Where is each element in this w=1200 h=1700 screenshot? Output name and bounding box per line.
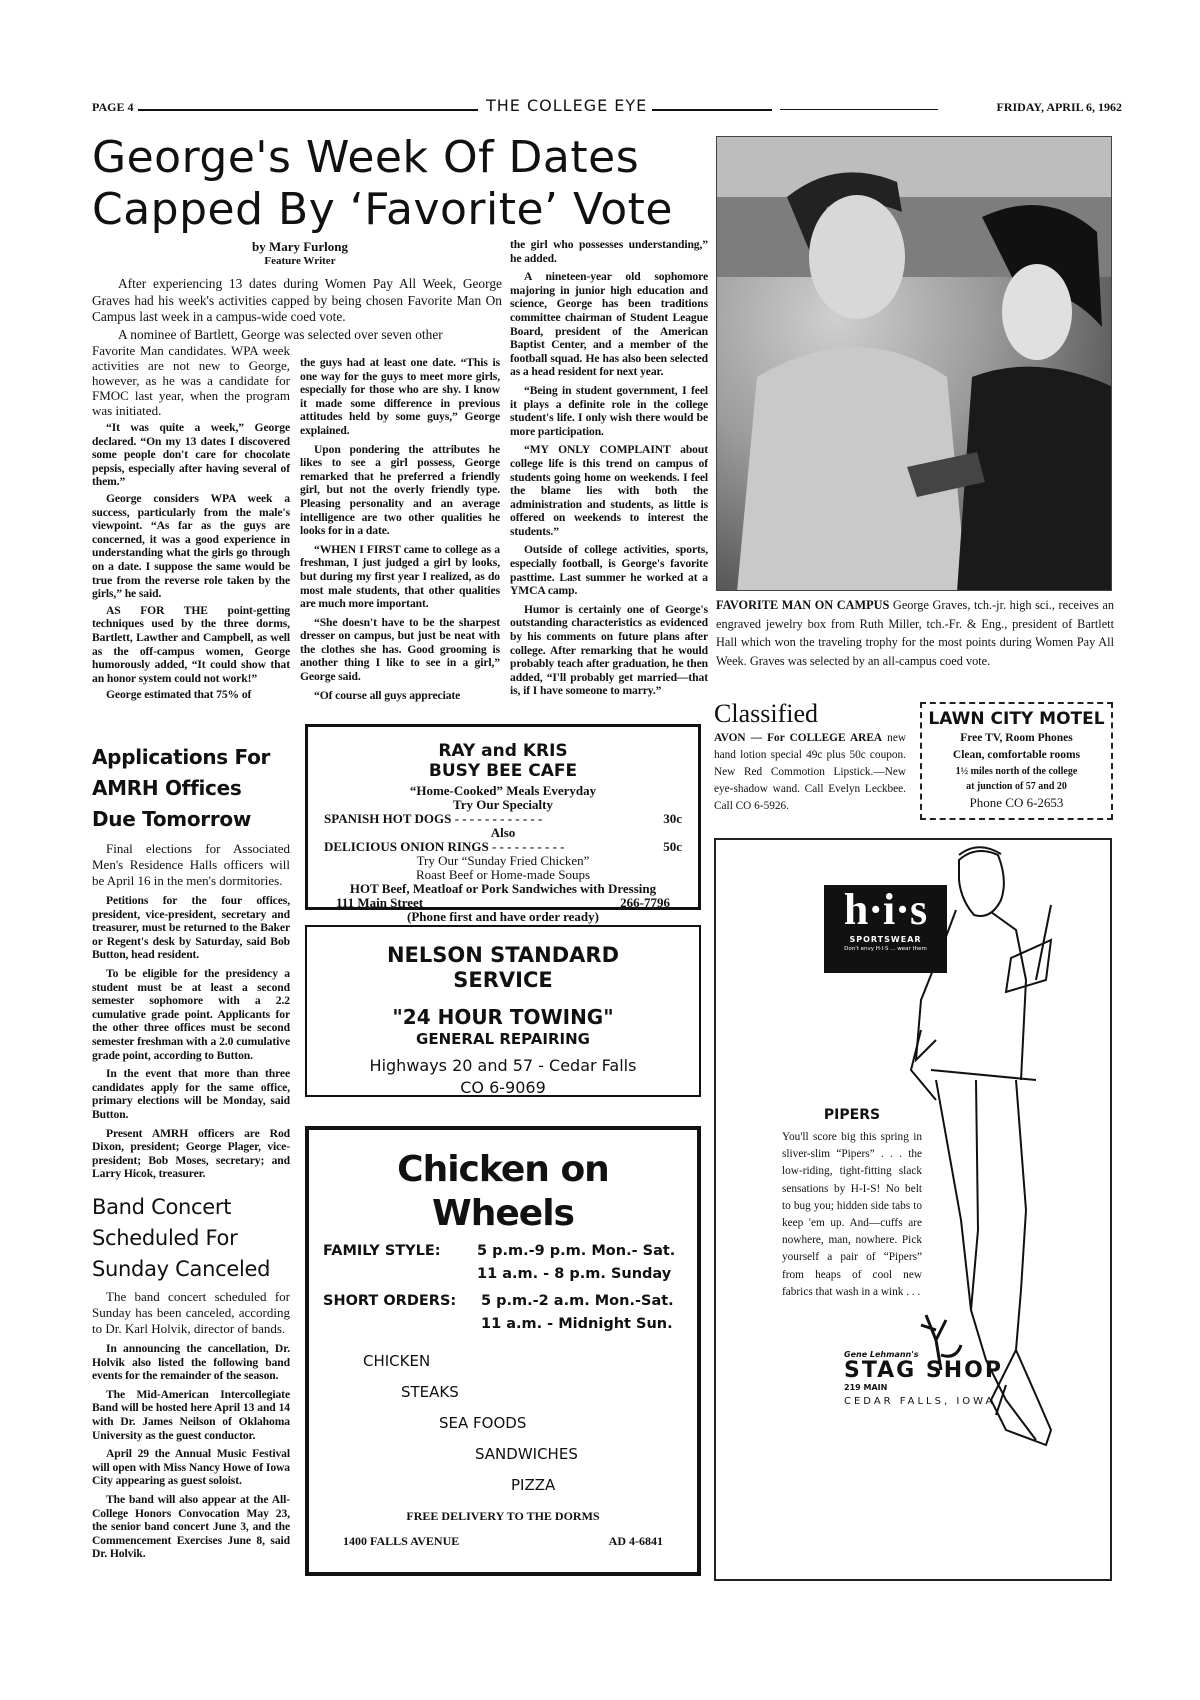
- paragraph: Favorite Man candidates. WPA week activities are not new to George, however, as he was a candidate for FMOC last year, when the program was initiated.: [92, 343, 290, 418]
- ad-line: GENERAL REPAIRING: [416, 1030, 590, 1048]
- nelson-standard-ad: [305, 925, 701, 1097]
- paragraph: The band concert scheduled for Sunday has been canceled, according to Dr. Karl Holvik, director of bands.: [92, 1289, 290, 1336]
- store-city: CEDAR FALLS, IOWA: [844, 1396, 996, 1407]
- paragraph: “She doesn't have to be the sharpest dresser on campus, but just be neat with the clothes she has. Good grooming is another thing I like to see in a girl,” George said.: [300, 615, 500, 684]
- menu-item-price: 30c: [663, 811, 682, 826]
- paragraph: the guys had at least one date. “This is one way for the guys to meet more girls, especially for those who are shy. I know it made some difference in previous attitudes held by some guys,” George explained.: [300, 356, 500, 437]
- motel-ad: [920, 702, 1113, 820]
- story-headline: Due Tomorrow: [92, 807, 252, 831]
- hours-label: FAMILY STYLE:: [323, 1243, 441, 1259]
- motel-line: Free TV, Room Phones: [960, 732, 1073, 744]
- classified-ad: [714, 730, 906, 815]
- caption-lead: FAVORITE MAN ON CAMPUS: [716, 598, 890, 612]
- ad-line: “Home-Cooked” Meals Everyday: [409, 783, 597, 798]
- menu-item: STEAKS: [401, 1383, 459, 1401]
- paragraph: Final elections for Associated Men's Residence Halls officers will be April 16 in the men's dormitories.: [92, 841, 290, 888]
- logo-tagline: Don't envy H·I·S ... wear them: [844, 946, 927, 952]
- pipers-copy: [782, 1105, 922, 1301]
- motel-line: at junction of 57 and 20: [966, 781, 1067, 792]
- menu-item: CHICKEN: [363, 1352, 431, 1370]
- paragraph: “It was quite a week,” George declared. “On my 13 dates I discovered some people don't care for chocolate pepsis, especially after having several of them.”: [92, 421, 290, 489]
- paragraph: George estimated that 75% of: [106, 688, 252, 702]
- classified-lead: AVON — For COLLEGE AREA: [714, 732, 883, 744]
- story-column-3: [510, 238, 708, 716]
- paragraph: Outside of college activities, sports, especially football, is George's favorite pasttime. Last summer he worked at a YMCA camp.: [510, 543, 708, 598]
- menu-item: [308, 812, 698, 826]
- menu-list: [323, 1346, 683, 1501]
- stag-antlers-icon: [916, 1310, 966, 1370]
- main-headline: [92, 132, 692, 236]
- paragraph: In announcing the cancellation, Dr. Holvik also listed the following band events for the remainder of the season.: [92, 1342, 290, 1383]
- newspaper-name: THE COLLEGE EYE: [486, 96, 648, 115]
- menu-item: [308, 840, 698, 854]
- ad-line: Try Our Specialty: [453, 797, 553, 812]
- his-sportswear-ad: [714, 838, 1112, 1581]
- busy-bee-cafe-ad: [305, 724, 701, 924]
- paragraph: Humor is certainly one of George's outstanding characteristics as evidenced by his comments on future plans after college. After remarking that he would probably teach after graduation, he then added, “I'll probably get married—that is, if I have someone to marry.”: [510, 602, 708, 698]
- paragraph: A nominee of Bartlett, George was selected over seven other: [118, 326, 443, 342]
- classified-text: new hand lotion special 49c plus 50c coupon. New Red Commotion Lipstick.—New eye-shadow wand. Call Evelyn Leckbee. Call CO 6-5926.: [714, 732, 906, 812]
- chicken-on-wheels-ad: [305, 1126, 701, 1576]
- ad-line: "24 HOUR TOWING": [392, 1005, 614, 1029]
- ad-address: 111 Main Street: [336, 895, 424, 910]
- paragraph: “MY ONLY COMPLAINT about college life is this trend on campus of students going home on weekends. I feel the blame lies with both the administration and students, as little is offered on weekends to interest the students.”: [510, 443, 708, 538]
- paragraph: “Being in student government, I feel it plays a definite role in the college student's life. I only wish there would be more participation.: [510, 383, 708, 438]
- paragraph: To be eligible for the presidency a student must be at least a second semester sophomore with a 2.2 cumulative grade point. Applicants for the other three offices must be second semester freshman with a 2.0 cumulative grade point, according to Button.: [92, 966, 290, 1062]
- ad-line: Try Our “Sunday Fried Chicken”: [416, 853, 590, 868]
- ad-title: NELSON STANDARD: [386, 943, 620, 967]
- paragraph: The Mid-American Intercollegiate Band will be hosted here April 13 and 14 with Dr. James Neilson of Oklahoma University as the guest conductor.: [92, 1387, 290, 1442]
- story-column-2: [300, 356, 500, 712]
- paragraph: Upon pondering the attributes he likes to see a girl possess, George remarked that he preferred a friendly girl, but not the overly friendly type. Pleasing personality and an average intelligence are two other qualities he looks for in a date.: [300, 442, 500, 538]
- issue-date: FRIDAY, APRIL 6, 1962: [996, 100, 1122, 114]
- author: by Mary Furlong: [251, 239, 349, 254]
- story-headline: Band Concert: [92, 1195, 232, 1219]
- story-column-1: [92, 343, 290, 738]
- ad-phone: CO 6-9069: [460, 1078, 546, 1097]
- paragraph: “Of course all guys appreciate: [314, 688, 461, 702]
- hours-value: 11 a.m. - Midnight Sun.: [481, 1316, 673, 1332]
- logo-subtitle: SPORTSWEAR: [849, 935, 922, 944]
- ad-title: SERVICE: [453, 968, 553, 992]
- paragraph: After experiencing 13 dates during Women Pay All Week, George Graves had his week's activities capped by being chosen Favorite Man On Campus last week in a campus-wide coed vote.: [92, 276, 502, 324]
- motel-phone: Phone CO 6-2653: [969, 795, 1064, 810]
- menu-item: SANDWICHES: [475, 1445, 578, 1463]
- stag-shop-logo: [844, 1310, 1014, 1407]
- ad-phone: AD 4-6841: [608, 1534, 663, 1548]
- motel-name: LAWN CITY MOTEL: [928, 709, 1105, 729]
- photo-caption: [716, 596, 1114, 670]
- menu-item-price: 50c: [663, 839, 682, 854]
- classified-section: [714, 700, 906, 815]
- story-lead: [92, 276, 502, 344]
- ad-address: Highways 20 and 57 - Cedar Falls: [369, 1056, 637, 1075]
- ad-title: Chicken on Wheels: [397, 1149, 609, 1234]
- story-headline: AMRH Offices: [92, 776, 242, 800]
- story-headline: Applications For: [92, 745, 271, 769]
- menu-item-name: DELICIOUS ONION RINGS - - - - - - - - - -: [324, 839, 565, 854]
- store-address: 219 MAIN: [844, 1383, 888, 1392]
- motel-line: 1½ miles north of the college: [955, 766, 1078, 777]
- paragraph: “WHEN I FIRST came to college as a freshman, I just judged a girl by looks, but during my first year I realized, as do most male students, that other qualities are much more important.: [300, 542, 500, 611]
- menu-item: SEA FOODS: [439, 1414, 527, 1432]
- ad-line: Roast Beef or Home-made Soups: [415, 867, 591, 882]
- byline: [200, 240, 400, 268]
- hours-label: SHORT ORDERS:: [323, 1293, 457, 1309]
- ad-line: (Phone first and have order ready): [407, 909, 599, 924]
- news-photo: [716, 136, 1112, 591]
- paragraph: In the event that more than three candidates apply for the same office, primary elections will be Monday, said Button.: [92, 1067, 290, 1121]
- ad-title: RAY and KRIS: [438, 741, 568, 761]
- amrh-story: [92, 742, 290, 1186]
- paragraph: Present AMRH officers are Rod Dixon, president; George Plager, vice-president; Bob Moses, secretary; and Larry Hicok, treasurer.: [92, 1126, 290, 1181]
- caption-text: George Graves, tch.-jr. high sci., receives an engraved jewelry box from Ruth Miller, tch.-Fr. & Eng., president of Bartlett Hall which won the traveling trophy for the most points during Women Pay All Week. Graves was selected by an all-campus coed vote.: [716, 598, 1114, 668]
- ad-line: FREE DELIVERY TO THE DORMS: [406, 1509, 600, 1523]
- store-owner: Gene Lehmann's: [844, 1350, 919, 1359]
- band-story: [92, 1192, 290, 1566]
- author-role: Feature Writer: [264, 255, 336, 267]
- masthead: [92, 96, 1122, 118]
- menu-item: PIZZA: [511, 1476, 556, 1494]
- hours-value: 5 p.m.-9 p.m. Mon.- Sat.: [477, 1243, 676, 1259]
- ad-phone: 266-7796: [620, 895, 670, 910]
- motel-line: Clean, comfortable rooms: [952, 749, 1081, 761]
- ad-title: PIPERS: [823, 1107, 881, 1123]
- headline-line: George's Week Of Dates: [92, 132, 640, 183]
- hours-value: 11 a.m. - 8 p.m. Sunday: [477, 1266, 672, 1282]
- paragraph: April 29 the Annual Music Festival will open with Miss Nancy Howe of Iowa City appearing as guest soloist.: [92, 1447, 290, 1488]
- hours-row: [323, 1290, 683, 1336]
- paragraph: A nineteen-year old sophomore majoring in junior high education and science, George has been traditions committee chairman of Student League Board, president of the American Baptist Center, and a member of the football squad. He has also been selected as a head resident for next year.: [510, 270, 708, 379]
- page-number: PAGE 4: [92, 100, 134, 114]
- ad-copy: You'll score big this spring in sliver-slim “Pipers” . . . the low-riding, tight-fitting slack sensations by H-I-S! No belt to bug you; hidden side tabs to keep 'em up. And—cuffs are nowhere, man, nowhere. Pick yourself a pair of “Pipers” from heaps of cool new fabrics that wash in a wink . . .: [782, 1131, 922, 1298]
- logo-text: h·i·s: [843, 885, 928, 934]
- paragraph: Petitions for the four offices, president, vice-president, secretary and treasurer, must be returned to the Baker or Regent's desk by Saturday, said Bob Button, head resident.: [92, 894, 290, 962]
- photo-image: [717, 137, 1112, 591]
- ad-title: BUSY BEE CAFE: [428, 761, 578, 781]
- classified-title: Classified: [714, 699, 818, 728]
- story-headline: Scheduled For: [92, 1226, 238, 1250]
- paragraph: AS FOR THE point-getting techniques used by the three dorms, Bartlett, Lawther and Campbell, as well as the off-campus women, George humorously added, “It could show that an honor system could not work!”: [92, 603, 290, 685]
- paragraph: George considers WPA week a success, particularly from the male's viewpoint. “As far as the guys are concerned, it was a good experience in understanding what the girls go through on a date. I suppose the same would be true from the reverse role taken by the girls,” he said.: [92, 491, 290, 601]
- ad-line: Also: [490, 825, 516, 840]
- paragraph: the girl who possesses understanding,” he added.: [510, 238, 708, 265]
- headline-line: Capped By ‘Favorite’ Vote: [92, 184, 673, 235]
- store-name: STAG SHOP: [844, 1358, 1003, 1383]
- ad-address: 1400 FALLS AVENUE: [343, 1534, 460, 1548]
- paragraph: The band will also appear at the All-College Honors Convocation May 23, the senior band concert June 3, and the Commencement Exercises June 8, said Dr. Holvik.: [92, 1492, 290, 1561]
- his-logo: [824, 885, 947, 973]
- story-headline: Sunday Canceled: [92, 1257, 271, 1281]
- menu-item-name: SPANISH HOT DOGS - - - - - - - - - - - -: [324, 811, 543, 826]
- hours-row: [323, 1240, 683, 1286]
- hours-value: 5 p.m.-2 a.m. Mon.-Sat.: [481, 1293, 674, 1309]
- ad-line: HOT Beef, Meatloaf or Pork Sandwiches with Dressing: [349, 881, 657, 896]
